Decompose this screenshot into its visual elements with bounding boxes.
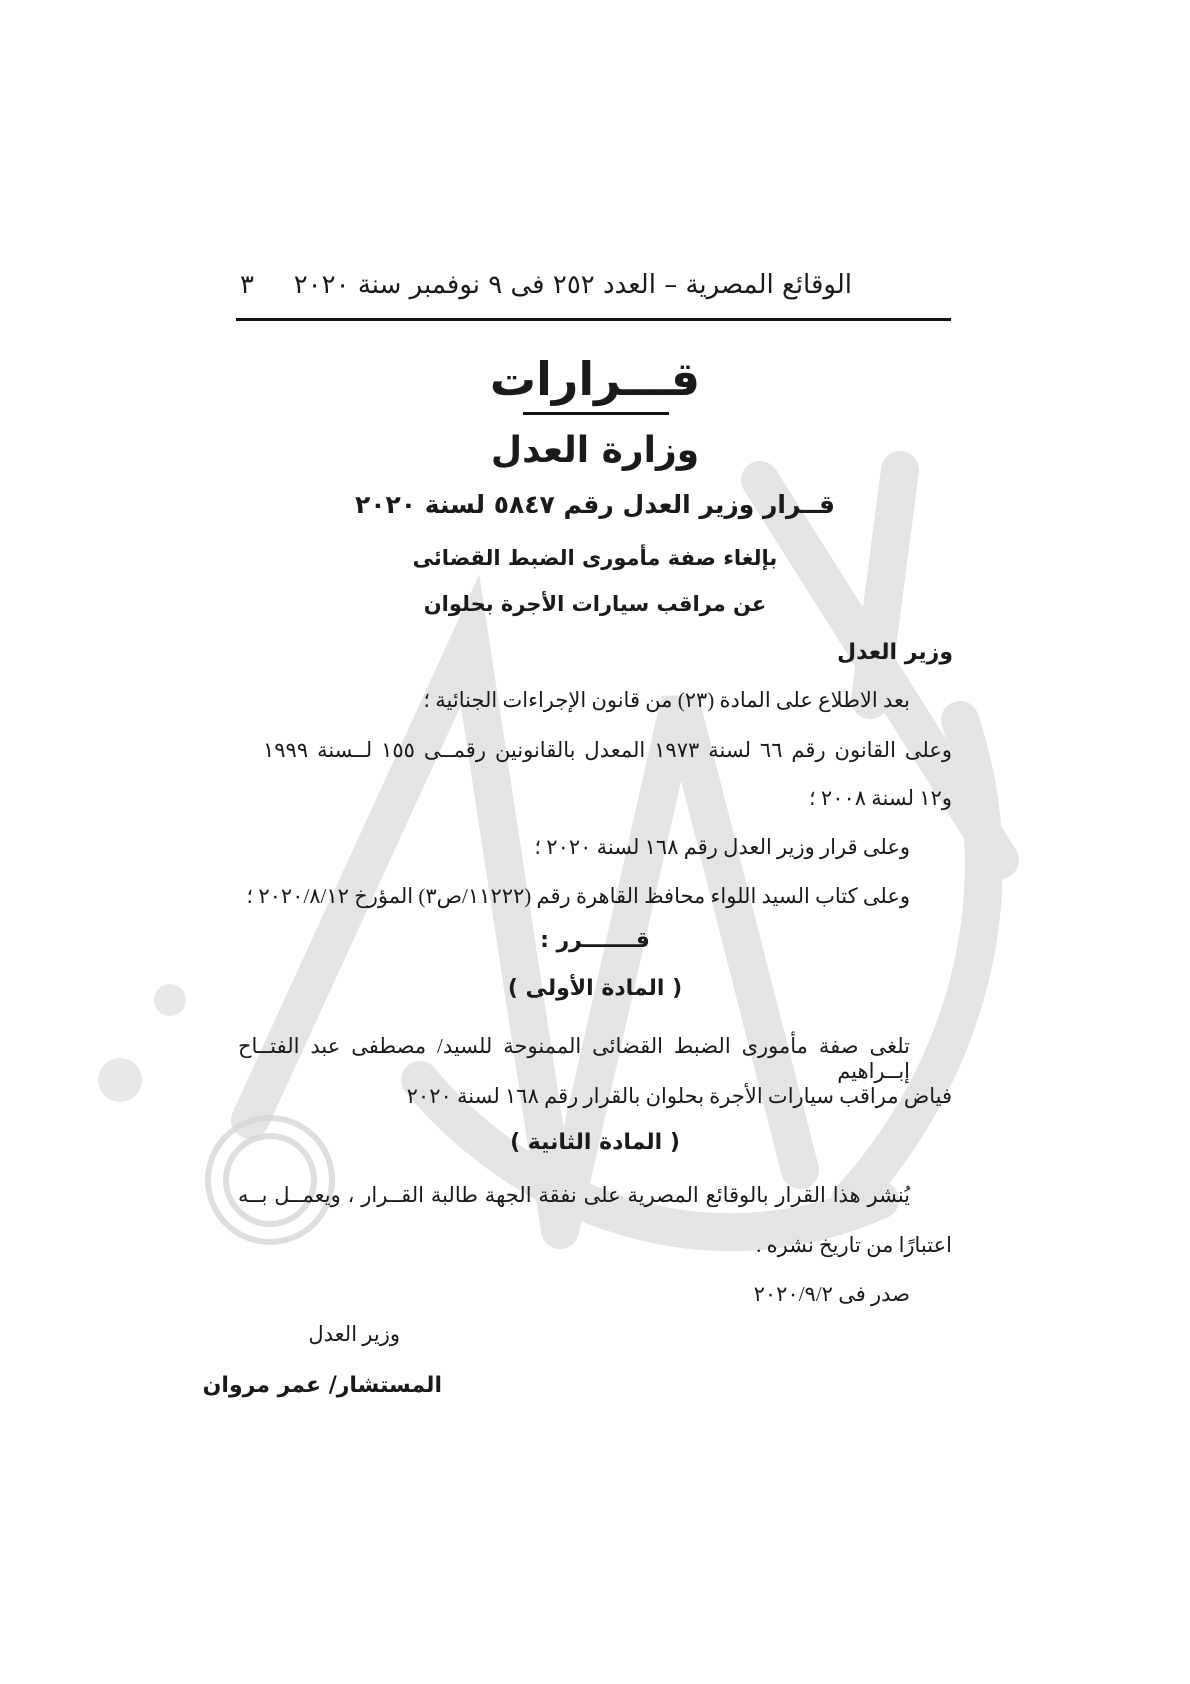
header-rule: [236, 318, 951, 321]
preamble-line-1: بعد الاطلاع على المادة (٢٣) من قانون الإجراءات الجنائية ؛: [423, 688, 910, 712]
article-1-line-1: تلغى صفة مأمورى الضبط القضائى الممنوحة للسيد/ مصطفى عبد الفتــاح إبــراهيم: [238, 1034, 910, 1083]
page-number: ٣: [240, 270, 254, 300]
issued-date: صدر فى ٢٠٢٠/٩/٢: [753, 1282, 910, 1306]
article-1-heading: ( المادة الأولى ): [507, 976, 683, 1001]
section-title: قـــرارات: [489, 352, 701, 406]
gazette-header: الوقائع المصرية – العدد ٢٥٢ فى ٩ نوفمبر سنة ٢٠٢٠: [293, 270, 852, 300]
preamble-line-4: وعلى قرار وزير العدل رقم ١٦٨ لسنة ٢٠٢٠ ؛: [534, 835, 910, 859]
issuer-heading: وزير العدل: [837, 640, 953, 665]
preamble-line-5: وعلى كتاب السيد اللواء محافظ القاهرة رقم (١١٢٢٢/ص٣) المؤرخ ٢٠٢٠/٨/١٢ ؛: [246, 884, 910, 908]
preamble-line-2: وعلى القانون رقم ٦٦ لسنة ١٩٧٣ المعدل بالقانونين رقمــى ١٥٥ لــسنة ١٩٩٩: [263, 738, 952, 762]
article-2-line-1: يُنشر هذا القرار بالوقائع المصرية على نفقة الجهة طالبة القــرار ، ويعمــل بــه: [238, 1183, 910, 1207]
decided-heading: قـــــــرر :: [540, 928, 650, 953]
decree-title: قــرار وزير العدل رقم ٥٨٤٧ لسنة ٢٠٢٠: [355, 490, 835, 519]
ministry-name: وزارة العدل: [490, 430, 700, 471]
preamble-line-3: و١٢ لسنة ٢٠٠٨ ؛: [808, 786, 952, 810]
signature-name: المستشار/ عمر مروان: [202, 1373, 442, 1398]
article-1-line-2: فياض مراقب سيارات الأجرة بحلوان بالقرار رقم ١٦٨ لسنة ٢٠٢٠: [406, 1084, 952, 1108]
article-2-line-2: اعتبارًا من تاريخ نشره .: [756, 1233, 952, 1257]
decree-subject-line-1: بإلغاء صفة مأمورى الضبط القضائى: [412, 546, 778, 570]
decree-subject-line-2: عن مراقب سيارات الأجرة بحلوان: [423, 592, 767, 616]
signature-title: وزير العدل: [308, 1322, 400, 1346]
article-2-heading: ( المادة الثانية ): [510, 1130, 680, 1155]
title-underline: [523, 412, 669, 415]
